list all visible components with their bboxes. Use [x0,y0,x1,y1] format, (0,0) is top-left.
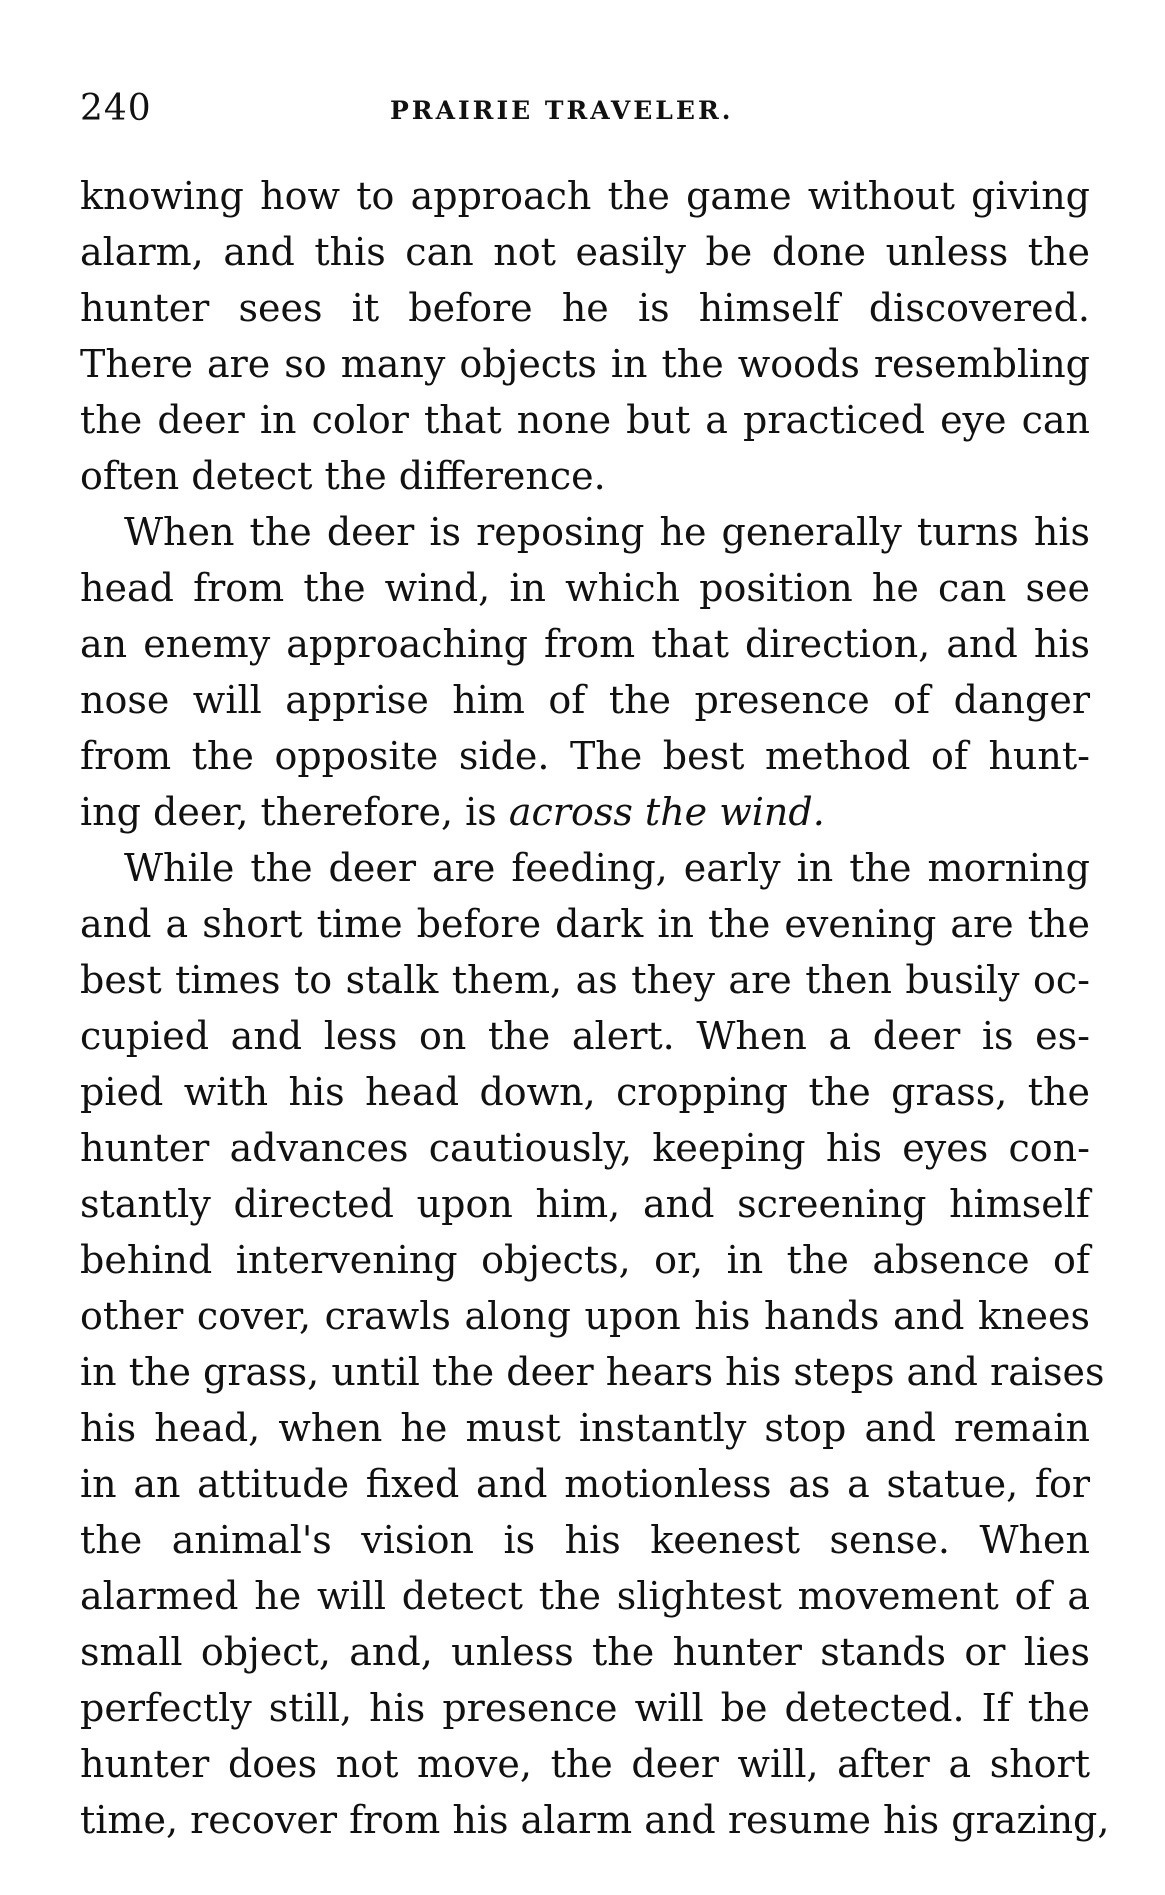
text-line: cupied and less on the alert. When a deer is es- [80,1014,1090,1058]
text-line: from the opposite side. The best method of hunt- [80,734,1090,778]
text-line: hunter does not move, the deer will, after a short [80,1742,1090,1786]
text-line: in the grass, until the deer hears his steps and raises [80,1350,1105,1394]
text-line: nose will apprise him of the presence of danger [80,678,1090,722]
page-number: 240 [80,88,152,129]
text-line-with-emphasis [80,784,1090,840]
text-line: stantly directed upon him, and screening himself [80,1182,1090,1226]
text-line: the deer in color that none but a practiced eye can [80,398,1090,442]
text-line: often detect the difference. [80,454,606,498]
text-line: best times to stalk them, as they are then busily oc- [80,958,1090,1002]
text-line: his head, when he must instantly stop and remain [80,1406,1090,1450]
text-line: perfectly still, his presence will be detected. If the [80,1686,1090,1730]
text-line: small object, and, unless the hunter stands or lies [80,1630,1090,1674]
text-line: alarm, and this can not easily be done unless the [80,230,1090,274]
text-line: an enemy approaching from that direction, and his [80,622,1090,666]
text-line: hunter advances cautiously, keeping his eyes con- [80,1126,1090,1170]
text-line-start: ing deer, therefore, is [80,790,509,834]
text-line: in an attitude fixed and motionless as a statue, for [80,1462,1090,1506]
running-head [80,88,1080,138]
text-line: the animal's vision is his keenest sense. When [80,1518,1090,1562]
text-line: and a short time before dark in the evening are the [80,902,1090,946]
text-line: While the deer are feeding, early in the morning [124,846,1090,890]
text-line: other cover, crawls along upon his hands and knees [80,1294,1090,1338]
running-title: PRAIRIE TRAVELER. [390,96,734,125]
text-line: knowing how to approach the game without giving [80,174,1090,218]
italic-emphasis: across the wind. [508,790,825,834]
text-line: head from the wind, in which position he can see [80,566,1090,610]
text-line: alarmed he will detect the slightest movement of a [80,1574,1090,1618]
body-text [80,168,1110,1848]
text-line: hunter sees it before he is himself discovered. [80,286,1090,330]
text-line: When the deer is reposing he generally turns his [124,510,1090,554]
text-line: time, recover from his alarm and resume his grazing, [80,1798,1110,1842]
text-line: There are so many objects in the woods resembling [80,342,1090,386]
text-line: behind intervening objects, or, in the absence of [80,1238,1090,1282]
text-line: pied with his head down, cropping the grass, the [80,1070,1090,1114]
